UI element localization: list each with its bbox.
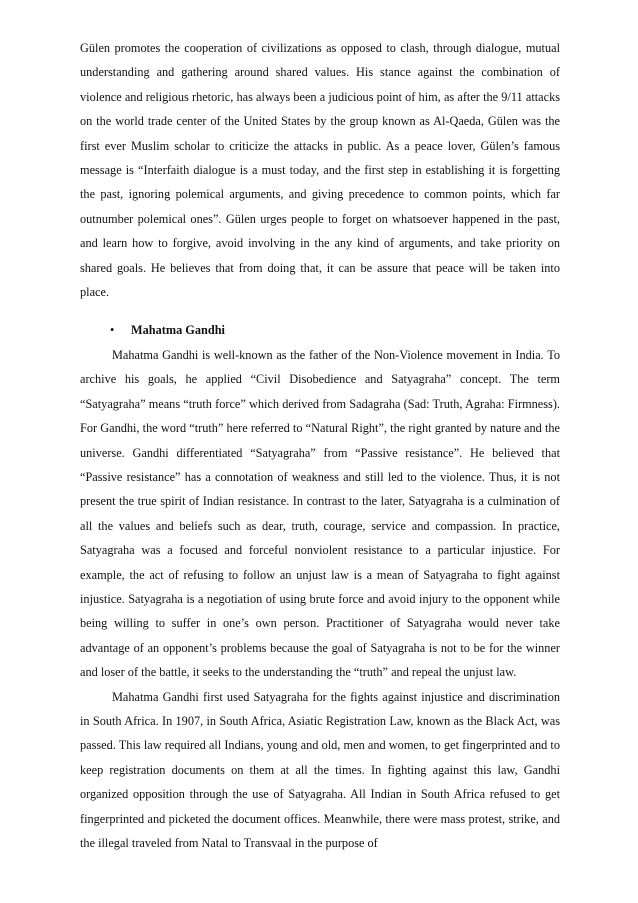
section-heading: Mahatma Gandhi: [131, 323, 225, 338]
paragraph-gandhi-satyagraha: Mahatma Gandhi is well-known as the father of the Non-Violence movement in India. To archive his goals, he applied “Civil Disobedience and Satyagraha” concept. The term “Satyagraha” means “truth force” which derived from Sadagraha (Sad: Truth, Agraha: Firmness). For Gandhi, the word “truth” here referred to “Natural Right”, the right granted by nature and the universe. Gandhi differentiated “Satyagraha” from “Passive resistance”. He believed that “Passive resistance” has a connotation of weakness and still led to the violence. Thus, it is not present the true spirit of Indian resistance. In contrast to the later, Satyagraha is a culmination of all the values and beliefs such as dear, truth, courage, service and compassion. In practice, Satyagraha was a focused and forceful nonviolent resistance to a particular injustice. For example, the act of refusing to follow an unjust law is a mean of Satyagraha to fight against injustice. Satyagraha is a negotiation of using brute force and avoid injury to the opponent while being willing to suffer in one’s own person. Practitioner of Satyagraha would never take advantage of an opponent’s problems because the goal of Satyagraha is not to be for the winner and loser of the battle, it seeks to the understanding the “truth” and repeal the unjust law.: [80, 347, 560, 680]
paragraph-gulen: Gülen promotes the cooperation of civilizations as opposed to clash, through dialogue, mutual understanding and gathering around shared values. His stance against the combination of violence and religious rhetoric, has always been a judicious point of him, as after the 9/11 attacks on the world trade center of the United States by the group known as Al-Qaeda, Gülen was the first ever Muslim scholar to criticize the attacks in public. As a peace lover, Gülen’s famous message is “Interfaith dialogue is a must today, and the first step in establishing it is forgetting the past, ignoring polemical arguments, and giving precedence to common points, which far outnumber polemical ones”. Gülen urges people to forget on whatsoever happened in the past, and learn how to forgive, avoid involving in the any kind of arguments, and take priority on shared goals. He believes that from doing that, it can be assure that peace will be taken into place.: [80, 41, 560, 300]
bullet-icon: •: [110, 323, 115, 338]
document-page: [80, 36, 560, 855]
paragraph-gandhi-south-africa: Mahatma Gandhi first used Satyagraha for the fights against injustice and discrimination in South Africa. In 1907, in South Africa, Asiatic Registration Law, known as the Black Act, was passed. This law required all Indians, young and old, men and women, to get fingerprinted and to keep registration documents on them at all the times. In fighting against this law, Gandhi organized opposition through the use of Satyagraha. All Indian in South Africa refused to get fingerprinted and picketed the document offices. Meanwhile, there were mass protest, strike, and the illegal traveled from Natal to Transvaal in the purpose of: [80, 689, 560, 850]
section-heading-row: [80, 318, 560, 342]
